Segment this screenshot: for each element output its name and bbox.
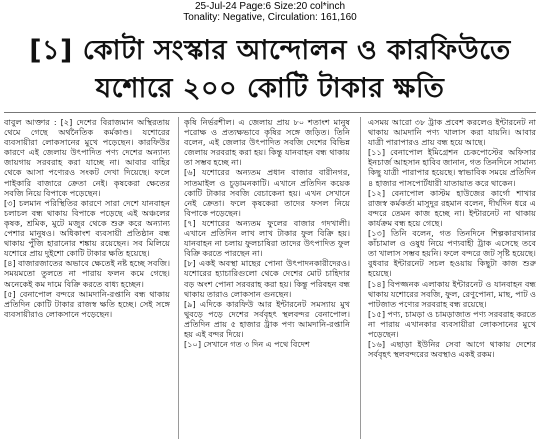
headline-divider	[4, 112, 536, 113]
article-paragraph: বাবুল আক্তার : [২] দেশের বিরাজমান অস্থিরতায় থেমে গেছে অর্থনৈতিক কর্মকাণ্ড। যশোরের ব্যবসায়ীরা লোকসানের মুখে পড়েছেন। কারফিউর কারণে এই জেলায় উৎপাদিত পণ্য দেশের অন্যান্য জায়গায় সরবরাহ করা যাচ্ছে না। আবার বাহির থেকে আসা পণ্যেরও সংকট দেখা দিয়েছে। ফলে পাইকারি বাজারে ক্রেতা নেই। কৃষকেরা ক্ষেতের সবজি নিয়ে বিপাকে পড়েছেন।	[4, 117, 170, 198]
article-column-3	[368, 117, 536, 439]
article-paragraph: [১১] বেনাপোল ইমিগ্রেশন চেকপোস্টের অফিসার ইনচার্জ আহসান হাবিব জানান, গত তিনদিনে সামান্য কিছু যাত্রী পারাপার হয়েছে। স্বাভাবিক সময়ে প্রতিদিন ৪ হাজার পাসপোর্টধারী যাতায়াত করে থাকেন।	[368, 147, 536, 188]
article-paragraph: [১৪] বিপজ্জনক এলাকায় ইন্টারনেট ও যানবাহন বন্ধ থাকায় যশোরের সবজি, ফুল, রেণুপোনা, মাছ, পাট ও পাটজাত পণ্যের সরবরাহ বন্ধ রয়েছে।	[368, 278, 536, 309]
article-paragraph: [৪] বাজারজাতের অভাবে ক্ষেতেই নষ্ট হচ্ছে সবজি। সময়মতো তুলতে না পারায় ফলন কমে গেছে। অনেকেই কম দামে বিক্রি করতে বাধ্য হচ্ছেন।	[4, 258, 170, 289]
article-column-1	[4, 117, 170, 439]
article-body	[4, 117, 536, 439]
article-paragraph: [৮] একই অবস্থা মাছের পোনা উৎপাদনকারীদেরও। যশোরের হ্যাচারিগুলো থেকে দেশের মোট চাহিদার বড় অংশ পোনা সরবরাহ করা হয়। কিন্তু পরিবহন বন্ধ থাকায় তারাও লোকসান গুনছেন।	[184, 258, 350, 299]
article-paragraph: [১৬] এছাড়া ইউনির সেবা আগে থাকায় দেশের সর্ববৃহৎ স্থলবন্দরের অবস্থাও একই রকম।	[368, 339, 536, 360]
article-column-2	[184, 117, 350, 439]
clipping-tonality-line: Tonality: Negative, Circulation: 161,160	[183, 12, 357, 23]
article-paragraph: [৭] যশোরের অন্যতম ফুলের বাজার গদখালী। এখানে প্রতিদিন লাখ লাখ টাকার ফুল বিক্রি হয়। যানবাহন না চলায় ফুলচাষিরা তাদের উৎপাদিত ফুল বিক্রি করতে পারছেন না।	[184, 217, 350, 259]
article-paragraph: [১২] বেনাপোল কাস্টম হাউজের কার্গো শাখার রাজস্ব কর্মকর্তা মাসুদুর রহমান বলেন, দীর্ঘদিন ধরে এ বন্দরে তেমন কাজ হচ্ছে না। ইন্টারনেট না থাকায় কার্যক্রম বন্ধ হয়ে গেছে।	[368, 187, 536, 228]
clipping-date-line: 25-Jul-24 Page:6 Size:20 col*inch	[194, 1, 346, 12]
article-paragraph: [১৫] পণ্য, চামড়া ও চামড়াজাত পণ্য সরবরাহ করতে না পারায় এখানকার ব্যবসায়ীরা লোকসানের মুখে পড়েছেন।	[368, 308, 536, 339]
article-paragraph: [৩] চলমান পরিস্থিতির কারণে সারা দেশে যানবাহন চলাচল বন্ধ থাকায় বিপাকে পড়েছে এই অঞ্চলের কৃষক, শ্রমিক, মুটে মজুর থেকে শুরু করে অন্যান্য পেশার মানুষও। অধিকাংশ ব্যবসায়ী প্রতিষ্ঠান বন্ধ থাকায় পুঁজি হারানোর শঙ্কায় রয়েছেন। সব মিলিয়ে যশোরে প্রায় দুইশো কোটি টাকার ক্ষতি হয়েছে।	[4, 197, 170, 259]
article-paragraph: এসময় আরো ৩৮ ট্রাক প্রবেশ করলেও ইন্টারনেট না থাকায় আমদানি পণ্য খালাস করা যায়নি। আবার যাত্রী পারাপারও প্রায় বন্ধ হয়ে আছে।	[368, 117, 536, 148]
headline-line-2: যশোরে ২০০ কোটি টাকার ক্ষতি	[95, 73, 445, 104]
article-paragraph: কৃষি নির্ভরশীল। এ জেলায় প্রায় ৮০ শতাংশ মানুষ পরোক্ষ ও প্রত্যক্ষভাবে কৃষির সঙ্গে জড়িত। তিনি বলেন, এই জেলার উৎপাদিত সবজি দেশের বিভিন্ন জেলায় সরবরাহ করা হয়। কিন্তু যানবাহন বন্ধ থাকায় তা সম্ভব হচ্ছে না।	[184, 117, 350, 168]
article-paragraph: [৬] যশোরের অন্যতম প্রধান বাজার বারীনগর, সাতমাইল ও চুড়ামনকাটি। এখানে প্রতিদিন কয়েক কোটি টাকার সবজি বেচাকেনা হয়। এখন সেখানে নেই ক্রেতা। ফলে কৃষকেরা তাদের ফসল নিয়ে বিপাকে পড়েছেন।	[184, 167, 350, 218]
article-paragraph: [৯] এদিকে কারফিউ আর ইন্টারনেট সমস্যায় মুখ থুবড়ে পড়ে দেশের সর্ববৃহৎ স্থলবন্দর বেনাপোল। প্রতিদিন প্রায় ৫ হাজার ট্রাক পণ্য আমদানি-রপ্তানি হয় এই বন্দর দিয়ে।	[184, 298, 350, 339]
article-paragraph: [১৩] তিনি বলেন, গত তিনদিনে শিল্পকারখানার কাঁচামাল ও ওষুধ নিয়ে পণ্যবাহী ট্রাক এসেছে তবে তা খালাস সম্ভব হয়নি। ফলে বন্দরে জট সৃষ্টি হয়েছে। বুধবার ইন্টারনেট সচল হওয়ায় কিছুটা কাজ শুরু হয়েছে।	[368, 228, 536, 279]
article-paragraph: [৫] বেনাপোল বন্দরে আমদানি-রপ্তানি বন্ধ থাকায় প্রতিদিন কোটি টাকার রাজস্ব ক্ষতি হচ্ছে। সেই সঙ্গে ব্যবসায়ীরাও লোকসানে পড়েছেন।	[4, 288, 170, 319]
article-paragraph: [১০] সেখানে গত ৩ দিন এ পথে বিদেশ	[184, 339, 310, 350]
headline-line-1: [১] কোটা সংস্কার আন্দোলন ও কারফিউতে	[29, 35, 511, 66]
